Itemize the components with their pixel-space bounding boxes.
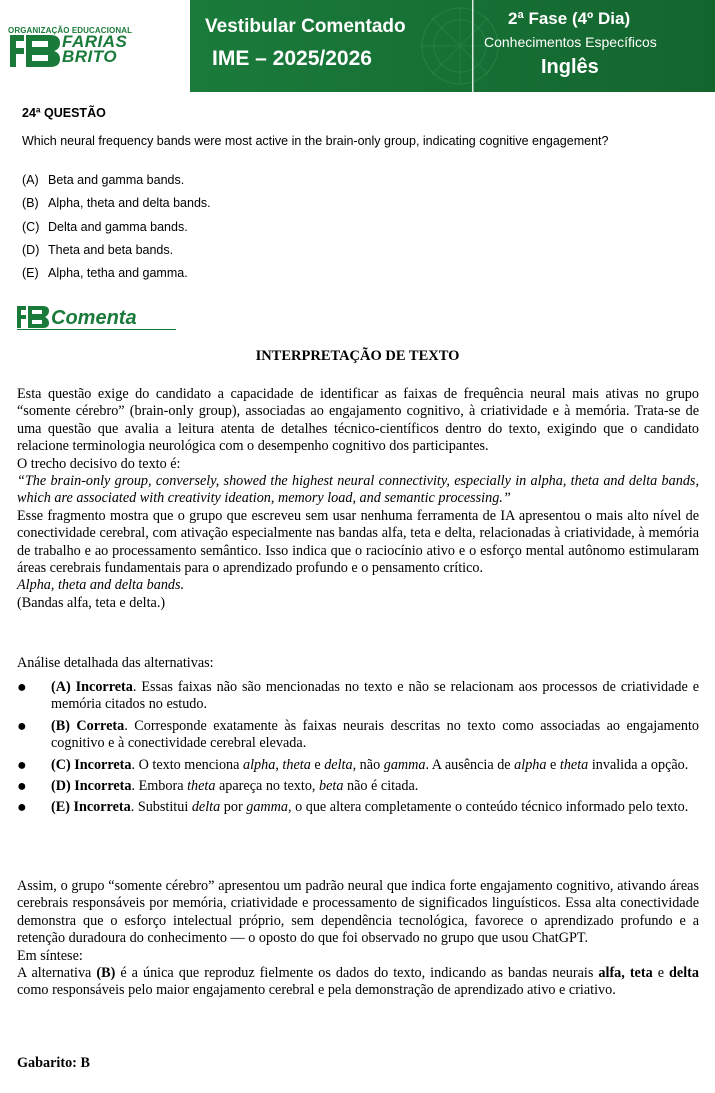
option-text: Beta and gamma bands. — [48, 173, 185, 187]
analysis-item-e: ● (E) Incorreta. Substitui delta por gamma, o que altera completamente o conteúdo técnico informado pelo texto. — [17, 799, 689, 817]
option-b — [22, 196, 211, 219]
commentary-body — [17, 386, 699, 612]
summary-paragraph: A alternativa (B) é a única que reproduz fielmente os dados do texto, indicando as bandas neurais alfa, teta e delta como responsáveis pelo maior engajamento cerebral e pela demonstração de aprendizado ativo e criativo. — [17, 965, 699, 999]
answer-key: Gabarito: B — [17, 1055, 90, 1071]
option-text: Delta and gamma bands. — [48, 219, 188, 234]
option-e — [22, 266, 211, 289]
comenta-logo-icon — [17, 306, 49, 328]
header-banner — [0, 0, 715, 92]
header-exam: IME – 2025/2026 — [212, 47, 372, 70]
options-list — [22, 173, 211, 289]
explanation-paragraph: Esse fragmento mostra que o grupo que escreveu sem usar nenhuma ferramenta de IA apresentou o mais alto nível de conectividade cerebral, com ativação especialmente nas bandas alfa, teta e delta, relacionadas à criatividade, à memória de trabalho e ao processamento semântico. Isso indica que o raciocínio ativo e o esforço mental autônomo estimularam áreas cerebrais fundamentais para o aprendizado profundo e o pensamento crítico. — [17, 507, 699, 577]
comenta-label: Comenta — [51, 307, 137, 329]
excerpt-quote: “The brain-only group, conversely, showed the highest neural connectivity, especially in alpha, theta and delta bands, which are associated with creativity ideation, memory load, and semantic processing.” — [17, 473, 699, 507]
option-d — [22, 243, 211, 266]
logo-org-text: ORGANIZAÇÃO EDUCACIONAL — [8, 26, 133, 35]
analysis-item-a: ● (A) Incorreta. Essas faixas não são mencionadas no texto e não se relacionam aos processos de criatividade e memória citados no estudo. — [17, 679, 700, 713]
conclusion-paragraph: Assim, o grupo “somente cérebro” apresentou um padrão neural que indica forte engajamento cognitivo, ativando áreas cerebrais responsáveis por memória, criatividade e processamento de significados linguísticos. Essa alta conectividade demonstra que o esforço intelectual próprio, sem dependência tecnológica, favorece o aprendizado profundo e a retenção duradoura do conhecimento — o oposto do que foi observado no grupo que usou ChatGPT. — [17, 878, 699, 947]
answer-english: Alpha, theta and delta bands. — [17, 577, 185, 594]
answer-portuguese: (Bandas alfa, teta e delta.) — [17, 594, 166, 611]
option-text: Alpha, tetha and gamma. — [48, 266, 188, 281]
option-letter: (E) — [22, 266, 39, 281]
header-title: Vestibular Comentado — [205, 16, 406, 37]
farias-brito-logo-icon — [10, 35, 60, 67]
conclusion-block — [17, 878, 699, 1000]
header-phase: 2ª Fase (4º Dia) — [508, 9, 631, 28]
bullet-icon: ● — [17, 717, 27, 735]
option-letter: (D) — [22, 242, 40, 257]
option-text: Alpha, theta and delta bands. — [48, 196, 211, 211]
analysis-label: Análise detalhada das alternativas: — [17, 655, 214, 671]
summary-label: Em síntese: — [17, 947, 83, 964]
bullet-icon: ● — [17, 756, 27, 774]
option-c — [22, 220, 211, 243]
header-subject: Inglês — [541, 56, 599, 78]
analysis-list — [17, 679, 699, 821]
analysis-item-c: ● (C) Incorreta. O texto menciona alpha, theta e delta, não gamma. A ausência de alpha e theta invalida a opção. — [17, 756, 689, 774]
intro-paragraph: Esta questão exige do candidato a capacidade de identificar as faixas de frequência neural mais ativas no grupo “somente cérebro” (brain-only group), associadas ao engajamento cognitivo, à criatividade e à memória. Trata-se de uma questão que avalia a leitura atenta de detalhes técnico-científicos dentro do texto, exigindo que o candidato relacione terminologia neurológica com o desempenho cognitivo dos participantes. — [17, 386, 699, 455]
option-letter: (B) — [22, 196, 39, 211]
bullet-icon: ● — [17, 679, 27, 696]
option-letter: (A) — [22, 173, 39, 187]
logo-brand-name: FARIAS BRITO — [62, 32, 128, 66]
analysis-item-b: ● (B) Correta. Corresponde exatamente às faixas neurais descritas no texto como associadas ao engajamento cognitivo e à conectividade cerebral elevada. — [17, 717, 699, 752]
comenta-underline — [17, 329, 176, 330]
question-number: 24ª QUESTÃO — [22, 106, 106, 120]
bullet-icon: ● — [17, 778, 27, 796]
bullet-icon: ● — [17, 799, 27, 817]
option-letter: (C) — [22, 219, 40, 234]
option-text: Theta and beta bands. — [48, 242, 174, 257]
question-text: Which neural frequency bands were most active in the brain-only group, indicating cognitive engagement? — [22, 134, 609, 148]
analysis-item-d: ● (D) Incorreta. Embora theta apareça no texto, beta não é citada. — [17, 778, 419, 796]
option-a — [22, 173, 211, 196]
header-knowledge: Conhecimentos Específicos — [484, 34, 657, 50]
section-title: INTERPRETAÇÃO DE TEXTO — [255, 348, 460, 364]
excerpt-label: O trecho decisivo do texto é: — [17, 455, 181, 472]
